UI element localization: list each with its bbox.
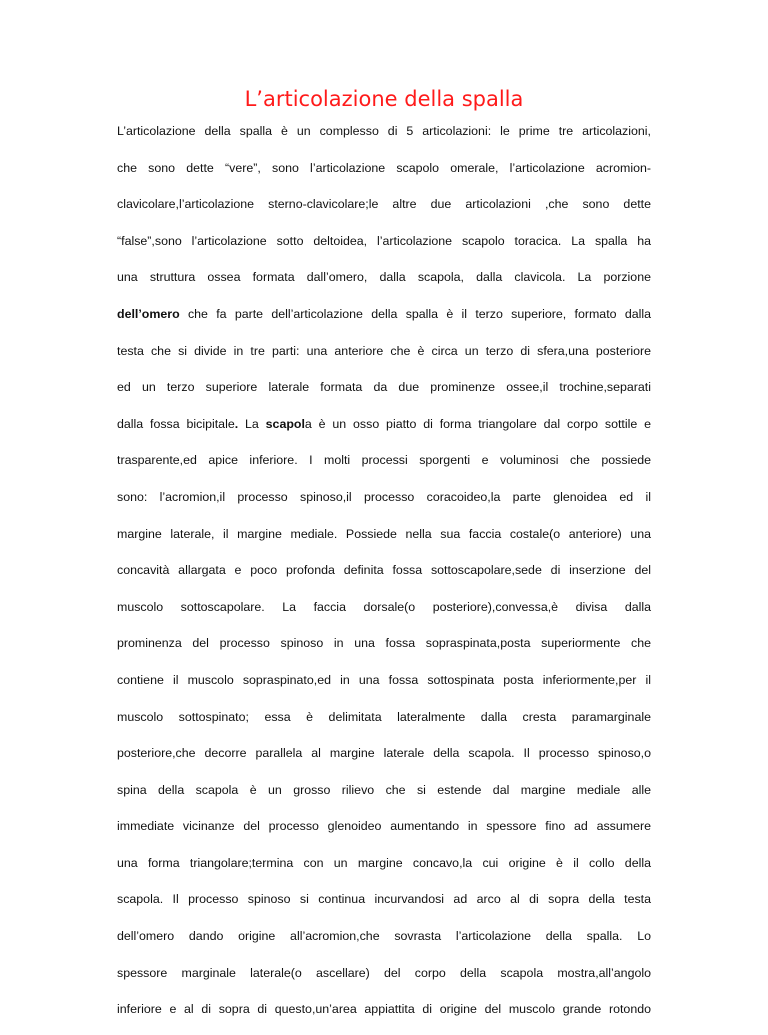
text-line — [117, 596, 651, 633]
text-line — [117, 413, 651, 450]
text-segment: che sono dette “vere”, sono l’articolazione scapolo omerale, l’articolazione acromion- — [117, 160, 651, 175]
text-segment: margine laterale, il margine mediale. Possiede nella sua faccia costale(o anteriore) una — [117, 526, 651, 541]
text-line — [117, 376, 651, 413]
text-segment: trasparente,ed apice inferiore. I molti processi sporgenti e voluminosi che possiede — [117, 453, 651, 468]
text-segment: prominenza del processo spinoso in una fossa sopraspinata,posta superiormente che — [117, 636, 651, 651]
bold-term: scapol — [265, 416, 305, 431]
text-segment: che fa parte dell’articolazione della spalla è il terzo superiore, formato dalla — [179, 306, 651, 321]
text-segment: clavicolare,l’articolazione sterno-clavicolare;le altre due articolazioni ,che sono dette — [117, 197, 651, 212]
text-line — [117, 120, 651, 157]
text-segment: “false”,sono l’articolazione sotto deltoidea, l’articolazione scapolo toracica. La spalla ha — [117, 233, 651, 248]
text-segment: inferiore e al di sopra di questo,un’area appiattita di origine del muscolo grande rotondo — [117, 1002, 651, 1017]
text-segment: dalla fossa bicipitale — [117, 416, 235, 431]
text-line — [117, 742, 651, 779]
text-line — [117, 998, 651, 1035]
text-line — [117, 669, 651, 706]
text-segment: posteriore,che decorre parallela al margine laterale della scapola. Il processo spinoso,o — [117, 746, 651, 761]
text-line — [117, 779, 651, 816]
text-line — [117, 449, 651, 486]
text-segment: scapola. Il processo spinoso si continua incurvandosi ad arco al di sopra della testa — [117, 892, 651, 907]
text-segment: immediate vicinanze del processo glenoideo aumentando in spessore fino ad assumere — [117, 819, 651, 834]
text-line — [117, 888, 651, 925]
bold-term: dell’omero — [117, 306, 180, 321]
text-line — [117, 303, 651, 340]
text-segment: dell’omero dando origine all’acromion,che sovrasta l’articolazione della spalla. Lo — [117, 929, 651, 944]
text-segment: contiene il muscolo sopraspinato,ed in una fossa sottospinata posta inferiormente,per il — [117, 672, 651, 687]
text-line — [117, 925, 651, 962]
text-segment: ed un terzo superiore laterale formata da due prominenze ossee,il trochine,separati — [117, 380, 651, 395]
document-body — [117, 120, 651, 1035]
text-line — [117, 266, 651, 303]
text-segment: spessore marginale laterale(o ascellare) del corpo della scapola mostra,all’angolo — [117, 965, 651, 980]
text-line — [117, 193, 651, 230]
text-line — [117, 523, 651, 560]
text-segment: concavità allargata e poco profonda definita fossa sottoscapolare,sede di inserzione del — [117, 563, 651, 578]
text-line — [117, 157, 651, 194]
text-segment: una forma triangolare;termina con un margine concavo,la cui origine è il collo della — [117, 855, 651, 870]
bold-term: . — [234, 416, 239, 431]
text-segment: a è un osso piatto di forma triangolare dal corpo sottile e — [304, 416, 651, 431]
text-line — [117, 340, 651, 377]
text-line — [117, 962, 651, 999]
text-segment: L’articolazione della spalla è un complesso di 5 articolazioni: le prime tre articolazioni, — [117, 124, 651, 138]
text-segment: muscolo sottoscapolare. La faccia dorsale(o posteriore),convessa,è divisa dalla — [117, 599, 651, 614]
text-line — [117, 559, 651, 596]
text-line — [117, 706, 651, 743]
document-title: L’articolazione della spalla — [244, 87, 524, 111]
text-line — [117, 632, 651, 669]
text-segment: testa che si divide in tre parti: una anteriore che è circa un terzo di sfera,una posteriore — [117, 343, 651, 358]
text-segment: sono: l’acromion,il processo spinoso,il processo coracoideo,la parte glenoidea ed il — [117, 489, 651, 504]
text-line — [117, 486, 651, 523]
text-segment: spina della scapola è un grosso rilievo che si estende dal margine mediale alle — [117, 782, 651, 797]
text-line — [117, 815, 651, 852]
text-line — [117, 852, 651, 889]
text-segment: una struttura ossea formata dall’omero, dalla scapola, dalla clavicola. La porzione — [117, 270, 651, 285]
text-segment: muscolo sottospinato; essa è delimitata lateralmente dalla cresta paramarginale — [117, 709, 651, 724]
text-line — [117, 230, 651, 267]
text-segment: La — [238, 416, 266, 431]
